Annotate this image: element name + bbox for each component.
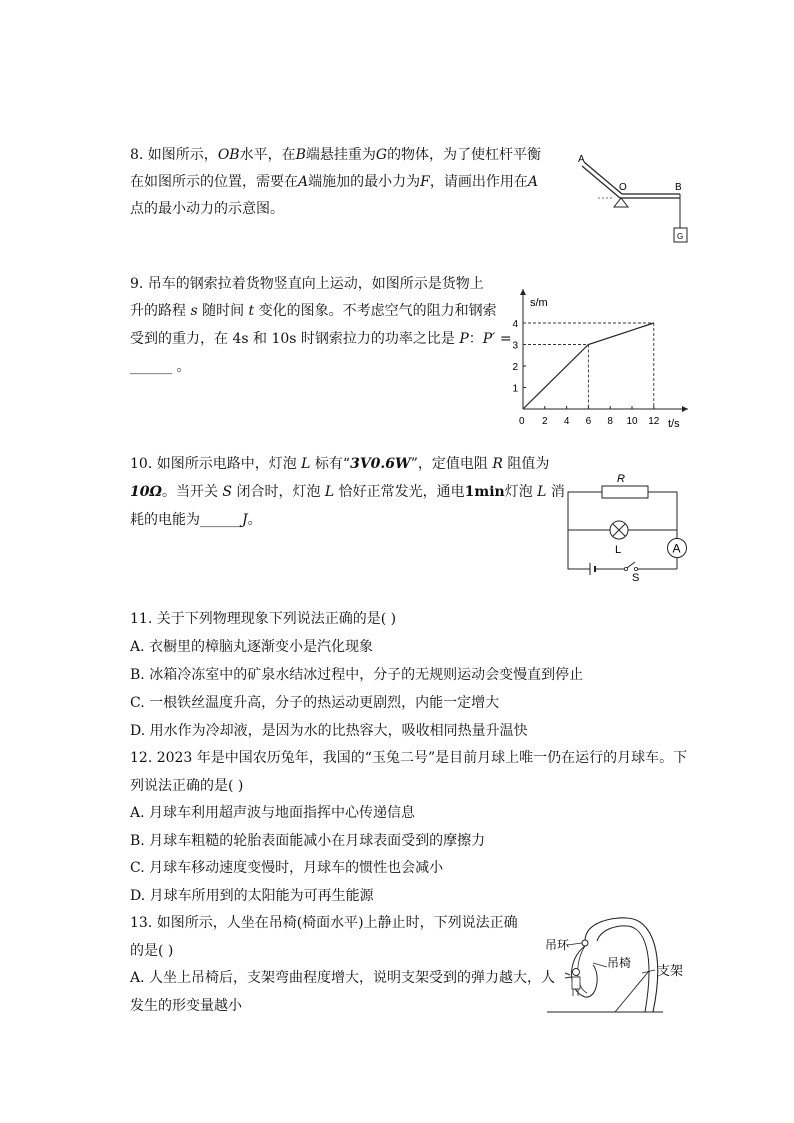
q8-text: 端悬挂重为 [305, 147, 376, 163]
q10-line-1 [130, 455, 549, 473]
x-axis-label: t/s [668, 418, 680, 430]
y-tick-label: 1 [512, 383, 518, 395]
q8-line-2 [130, 173, 538, 191]
q11-option-b: B. 冰箱冷冻室中的矿泉水结冰过程中，分子的无规则运动会变慢直到停止 [130, 667, 584, 683]
q8-line-1 [130, 146, 541, 164]
q11-option-d: D. 用水作为冷却液，是因为水的比热容大，吸收相同热量升温快 [130, 723, 528, 739]
q10-text: ”，定值电阻 [410, 456, 493, 472]
q9-line-3 [130, 330, 512, 348]
y-tick-label: 2 [512, 362, 518, 373]
label-ring: 吊环 [545, 938, 570, 952]
label-o: O [619, 182, 627, 193]
q11-stem: 11. 关于下列物理现象下列说法正确的是( ) [130, 611, 397, 627]
lever-figure [568, 150, 698, 246]
q10-line-3 [130, 511, 262, 529]
q9-line-4: ______ 。 [130, 359, 191, 375]
circuit-figure [560, 468, 695, 583]
q8-var-a: A [298, 174, 309, 190]
q10-var-l: L [537, 484, 547, 500]
q8-text: 端施加的最小力为 [308, 174, 421, 190]
label-a: A [578, 154, 585, 165]
q9-text: 受到的重力，在 4s 和 10s 时钢索拉力的功率之比是 [130, 331, 460, 347]
q9-text: 升的路程 [130, 303, 191, 319]
q12-option-a: A. 月球车利用超声波与地面指挥中心传递信息 [130, 805, 416, 821]
q9-text: 随时间 [197, 303, 249, 319]
x-tick-label: 12 [648, 416, 660, 427]
q10-var-s: S [222, 484, 232, 500]
q10-var-l: L [301, 456, 311, 472]
q13-option-a-2: 发生的形变量越小 [130, 998, 242, 1014]
q8-var-g: G [375, 147, 388, 163]
y-axis-label: s/m [530, 297, 548, 309]
q13-option-a-1: A. 人坐上吊椅后，支架弯曲程度增大，说明支架受到的弹力越大，人 [130, 970, 556, 986]
x-tick-label: 10 [626, 416, 638, 427]
x-tick-label: 8 [607, 416, 613, 427]
q10-text: 恰好正常发光，通电 [334, 484, 465, 500]
q10-resistance: 10Ω [130, 484, 162, 500]
q10-text: 耗的电能为 [130, 512, 200, 528]
person-head [573, 969, 580, 976]
label-b: B [675, 182, 682, 193]
q9-var-t: t [248, 303, 255, 319]
q8-text: 的物体，为了使杠杆平衡 [387, 147, 542, 163]
q12-option-c: C. 月球车移动速度变慢时，月球车的惯性也会减小 [130, 860, 444, 876]
q8-var-b: B [295, 147, 306, 163]
hanging-chair-figure [545, 915, 695, 1015]
label-ammeter: A [672, 541, 681, 556]
q13-stem-1: 13. 如图所示，人坐在吊椅(椅面水平)上静止时，下列说法正确 [130, 915, 518, 931]
x-tick-label: 6 [585, 416, 592, 427]
hanging-ring-icon [582, 940, 588, 946]
q12-stem-2: 列说法正确的是( ) [130, 778, 244, 794]
resistor-symbol [602, 486, 648, 498]
y-tick-label: 4 [512, 319, 518, 330]
label-frame: 支架 [657, 963, 684, 978]
q9-line-2 [130, 302, 497, 320]
origin-label: 0 [519, 416, 525, 427]
q10-var-j: J [242, 512, 248, 528]
q10-time: 1min [464, 484, 505, 500]
q8-var-a: A [527, 174, 538, 190]
q9-var-p-prime: P′ [482, 331, 496, 347]
q8-text: 水平，在 [239, 147, 296, 163]
x-tick-label: 4 [563, 416, 570, 427]
q10-line-2 [130, 483, 565, 501]
st-graph [500, 283, 700, 433]
q8-text: ，请画出作用在 [429, 174, 528, 190]
q11-option-a: A. 衣橱里的樟脑丸逐渐变小是汽化现象 [130, 639, 374, 655]
q10-text: 。 [247, 512, 262, 528]
q8-text: 8. 如图所示， [130, 147, 218, 163]
label-r: R [617, 473, 625, 485]
q9-text: 变化的图象。不考虑空气的阻力和钢索 [254, 303, 497, 319]
q11-option-c: C. 一根铁丝温度升高，分子的热运动更剧烈，内能一定增大 [130, 695, 500, 711]
q12-option-b: B. 月球车粗糙的轮胎表面能减小在月球表面受到的摩擦力 [130, 833, 486, 849]
x-tick-label: 2 [542, 416, 548, 427]
q10-var-r: R [492, 456, 503, 472]
q10-text: 。当开关 [161, 484, 223, 500]
q9-line-1: 9. 吊车的钢索拉着货物竖直向上运动，如图所示是货物上 [130, 276, 484, 292]
q12-option-d: D. 月球车所用到的太阳能为可再生能源 [130, 888, 374, 904]
fulcrum-icon [614, 198, 628, 207]
q10-text: 消 [546, 484, 565, 500]
q9-var-s: s [190, 303, 198, 319]
q8-text: 在如图所示的位置，需要在 [130, 174, 298, 190]
q9-text: = [495, 331, 512, 347]
q10-text: 闭合时，灯泡 [232, 484, 325, 500]
q10-text: 标有“ [310, 456, 351, 472]
q10-rating: 3V0.6W [350, 456, 411, 472]
label-l: L [615, 544, 622, 556]
y-tick-label: 3 [512, 340, 518, 352]
label-s: S [632, 572, 640, 583]
q10-text: 灯泡 [504, 484, 538, 500]
q8-var-f: F [420, 174, 430, 190]
q10-blank: ______ [200, 512, 242, 528]
q10-text: 10. 如图所示电路中，灯泡 [130, 456, 302, 472]
q8-var-ob: OB [217, 147, 240, 163]
q10-text: 阻值为 [502, 456, 550, 472]
label-chair: 吊椅 [607, 956, 632, 970]
q9-var-p: P [459, 331, 469, 347]
q9-text: ： [468, 331, 483, 347]
q10-var-l: L [324, 484, 335, 500]
label-g: G [677, 232, 684, 241]
q8-line-3 [130, 200, 284, 218]
q12-stem-1: 12. 2023 年是中国农历兔年，我国的“玉兔二号”是目前月球上唯一仍在运行的月球车。下 [130, 750, 688, 766]
q8-text: 点的最小动力的示意图。 [130, 201, 284, 217]
q13-stem-2: 的是( ) [130, 943, 174, 959]
st-graph-svg [500, 283, 700, 433]
person-body [572, 977, 580, 989]
